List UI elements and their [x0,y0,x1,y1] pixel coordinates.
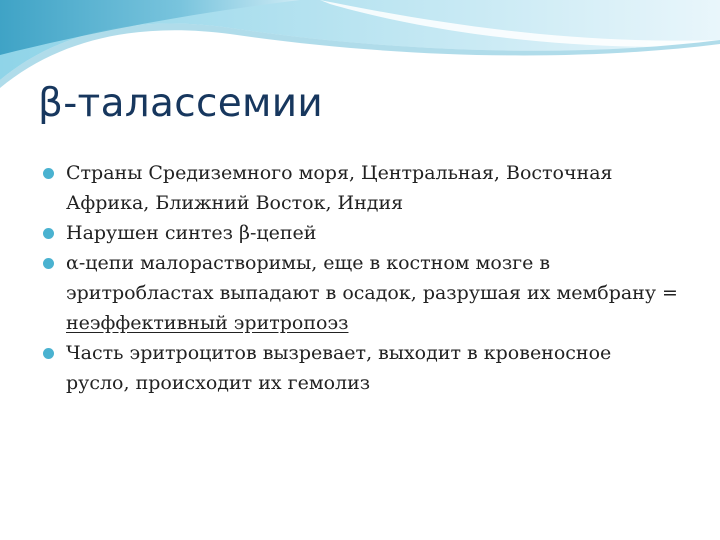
underlined-term: неэффективный эритропоэз [66,312,349,334]
bullet-text: Страны Средиземного моря, Центральная, Восточная Африка, Ближний Восток, Индия [66,162,613,214]
bullet-dot-icon [43,348,54,359]
slide-title: β-талассемии [38,81,323,126]
bullet-list [40,158,680,398]
bullet-text: Часть эритроцитов вызревает, выходит в кровеносное русло, происходит их гемолиз [66,342,612,394]
bullet-dot-icon [43,258,54,269]
bullet-text: Нарушен синтез β-цепей [66,222,317,244]
bullet-item [40,338,680,398]
bullet-item [40,248,680,338]
bullet-text: α-цепи малорастворимы, еще в костном мозге в эритробластах выпадают в осадок, разрушая их мембрану = [66,252,678,304]
bullet-dot-icon [43,168,54,179]
bullet-item [40,218,680,248]
bullet-item [40,158,680,218]
bullet-dot-icon [43,228,54,239]
